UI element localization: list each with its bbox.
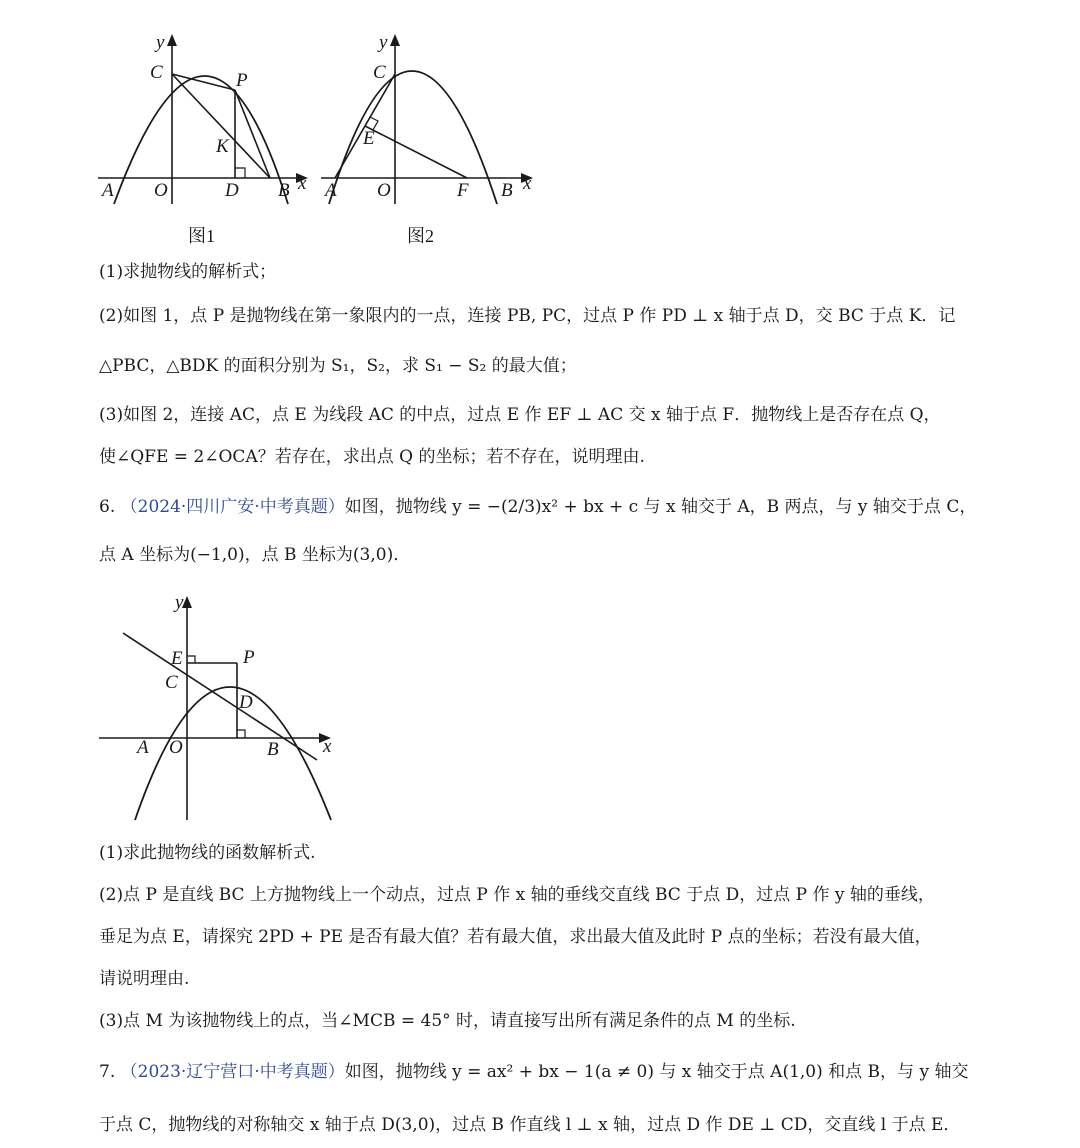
fig2-label-y: y	[379, 32, 388, 53]
p5-q3-line1: (3)如图 2，连接 AC，点 E 为线段 AC 的中点，过点 E 作 EF ⊥ AC 交 x 轴于点 F．抛物线上是否存在点 Q，	[99, 405, 941, 425]
p6-stem-line2: 点 A 坐标为(−1,0)，点 B 坐标为(3,0)．	[99, 545, 411, 565]
fig1-label-D: D	[225, 180, 239, 201]
fig2-label-C: C	[373, 62, 386, 83]
fig1-caption: 图1	[188, 226, 215, 246]
p6-q1: (1)求此抛物线的函数解析式.	[99, 843, 316, 863]
fig3-label-A: A	[137, 737, 149, 758]
p5-q2-line2: △PBC，△BDK 的面积分别为 S₁，S₂，求 S₁ − S₂ 的最大值；	[99, 356, 577, 376]
fig1-label-P: P	[236, 70, 248, 91]
fig3-label-D: D	[239, 692, 253, 713]
fig3-label-B: B	[267, 739, 279, 760]
figure-3	[95, 588, 345, 823]
fig2-label-x: x	[523, 173, 532, 194]
fig2-label-B: B	[501, 180, 513, 201]
fig3-label-C: C	[165, 672, 178, 693]
fig1-label-B: B	[278, 180, 290, 201]
p6-source: （2024·四川广安·中考真题）	[120, 497, 345, 517]
fig1-label-y: y	[156, 32, 165, 53]
p6-q2-line2: 垂足为点 E，请探究 2PD + PE 是否有最大值？若有最大值，求出最大值及此时 P 点的坐标；若没有最大值，	[99, 927, 932, 947]
p6-q3: (3)点 M 为该抛物线上的点，当∠MCB = 45° 时，请直接写出所有满足条件的点 M 的坐标.	[99, 1011, 796, 1031]
figure-1	[90, 28, 320, 253]
fig2-label-A: A	[325, 180, 337, 201]
p5-q3-line2: 使∠QFE = 2∠OCA？若存在，求出点 Q 的坐标；若不存在，说明理由.	[99, 447, 645, 467]
p7-source: （2023·辽宁营口·中考真题）	[120, 1062, 345, 1082]
fig1-label-K: K	[216, 136, 229, 157]
p5-q2-line1: (2)如图 1，点 P 是抛物线在第一象限内的一点，连接 PB, PC，过点 P 作 PD ⊥ x 轴于点 D，交 BC 于点 K．记	[99, 306, 956, 326]
p7-stem-line1	[99, 1062, 968, 1082]
p6-number: 6.	[99, 497, 116, 517]
fig3-label-x: x	[323, 736, 332, 757]
p6-stem-line1	[99, 497, 976, 517]
p6-q2-line1: (2)点 P 是直线 BC 上方抛物线上一个动点，过点 P 作 x 轴的垂线交直线 BC 于点 D，过点 P 作 y 轴的垂线，	[99, 885, 935, 905]
fig3-label-E: E	[171, 648, 183, 669]
fig3-label-O: O	[169, 737, 183, 758]
fig3-label-y: y	[175, 592, 184, 613]
p7-stem-line2: 于点 C，抛物线的对称轴交 x 轴于点 D(3,0)，过点 B 作直线 l ⊥ x 轴，过点 D 作 DE ⊥ CD，交直线 l 于点 E．	[99, 1115, 961, 1135]
p7-stem-text: 如图，抛物线 y = ax² + bx − 1(a ≠ 0) 与 x 轴交于点 A(1,0) 和点 B，与 y 轴交	[344, 1062, 969, 1082]
fig2-label-O: O	[377, 180, 391, 201]
p7-number: 7.	[99, 1062, 116, 1082]
fig1-label-A: A	[102, 180, 114, 201]
p6-stem-text: 如图，抛物线 y = −(2/3)x² + bx + c 与 x 轴交于 A，B 两点，与 y 轴交于点 C，	[344, 497, 977, 517]
p6-q2-line3: 请说明理由.	[99, 969, 190, 989]
fig2-caption: 图2	[407, 226, 434, 246]
p5-q1: (1)求抛物线的解析式；	[99, 262, 277, 282]
fig1-label-C: C	[150, 62, 163, 83]
fig1-label-O: O	[154, 180, 168, 201]
figure-2	[315, 28, 545, 253]
fig3-label-P: P	[243, 647, 255, 668]
fig2-label-F: F	[457, 180, 469, 201]
fig1-label-x: x	[298, 173, 307, 194]
fig2-label-E: E	[363, 128, 375, 149]
